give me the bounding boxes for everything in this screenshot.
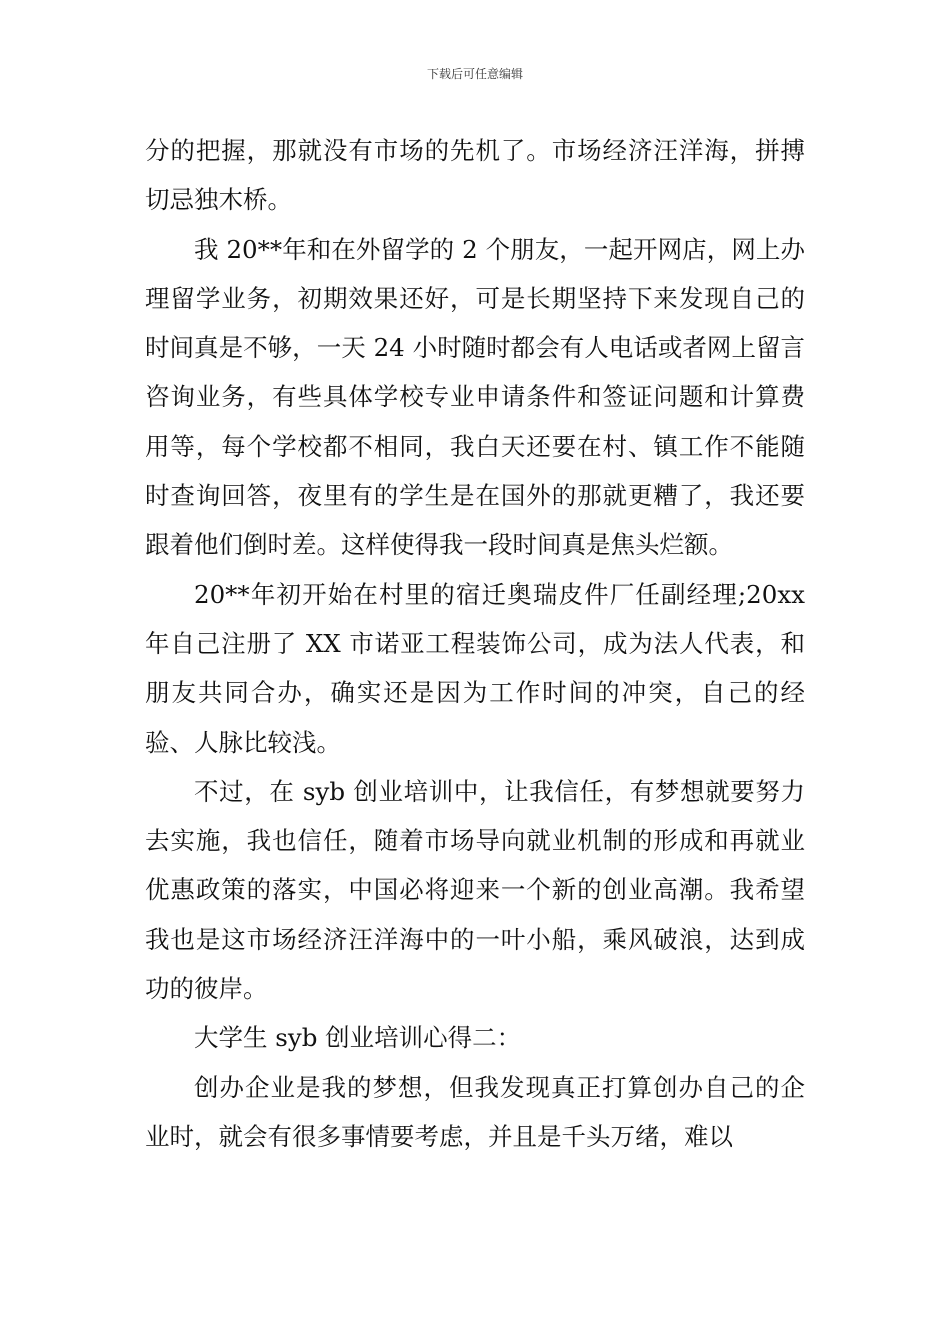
paragraph-2: 我 20**年和在外留学的 2 个朋友，一起开网店，网上办理留学业务，初期效果还好，可是长期坚持下来发现自己的时间真是不够，一天 24 小时随时都会有人电话或者网上留言咨询业务，有些具体学校专业申请条件和签证问题和计算费用等，每个学校都不相同，我白天还要在村、镇工作不能随时查询回答，夜里有的学生是在国外的那就更糟了，我还要跟着他们倒时差。这样使得我一段时间真是焦头烂额。	[145, 234, 805, 560]
paragraph-4: 不过，在 syb 创业培训中，让我信任，有梦想就要努力去实施，我也信任，随着市场导向就业机制的形成和再就业优惠政策的落实，中国必将迎来一个新的创业高潮。我希望我也是这市场经济汪洋海中的一叶小船，乘风破浪，达到成功的彼岸。	[145, 776, 805, 1004]
section-heading: 大学生 syb 创业培训心得二：	[194, 1023, 522, 1053]
paragraph-3: 20**年初开始在村里的宿迁奥瑞皮件厂任副经理;20xx年自己注册了 XX 市诺亚工程装饰公司，成为法人代表，和朋友共同合办，确实还是因为工作时间的冲突，自己的经验、人脉比较浅。	[145, 579, 805, 757]
document-body	[145, 126, 805, 1161]
page-header-note: 下载后可任意编辑	[426, 67, 523, 81]
paragraph-5: 创办企业是我的梦想，但我发现真正打算创办自己的企业时，就会有很多事情要考虑，并且是千头万绪，难以	[145, 1072, 805, 1151]
paragraph-1: 分的把握，那就没有市场的先机了。市场经济汪洋海，拼搏切忌独木桥。	[145, 136, 805, 215]
